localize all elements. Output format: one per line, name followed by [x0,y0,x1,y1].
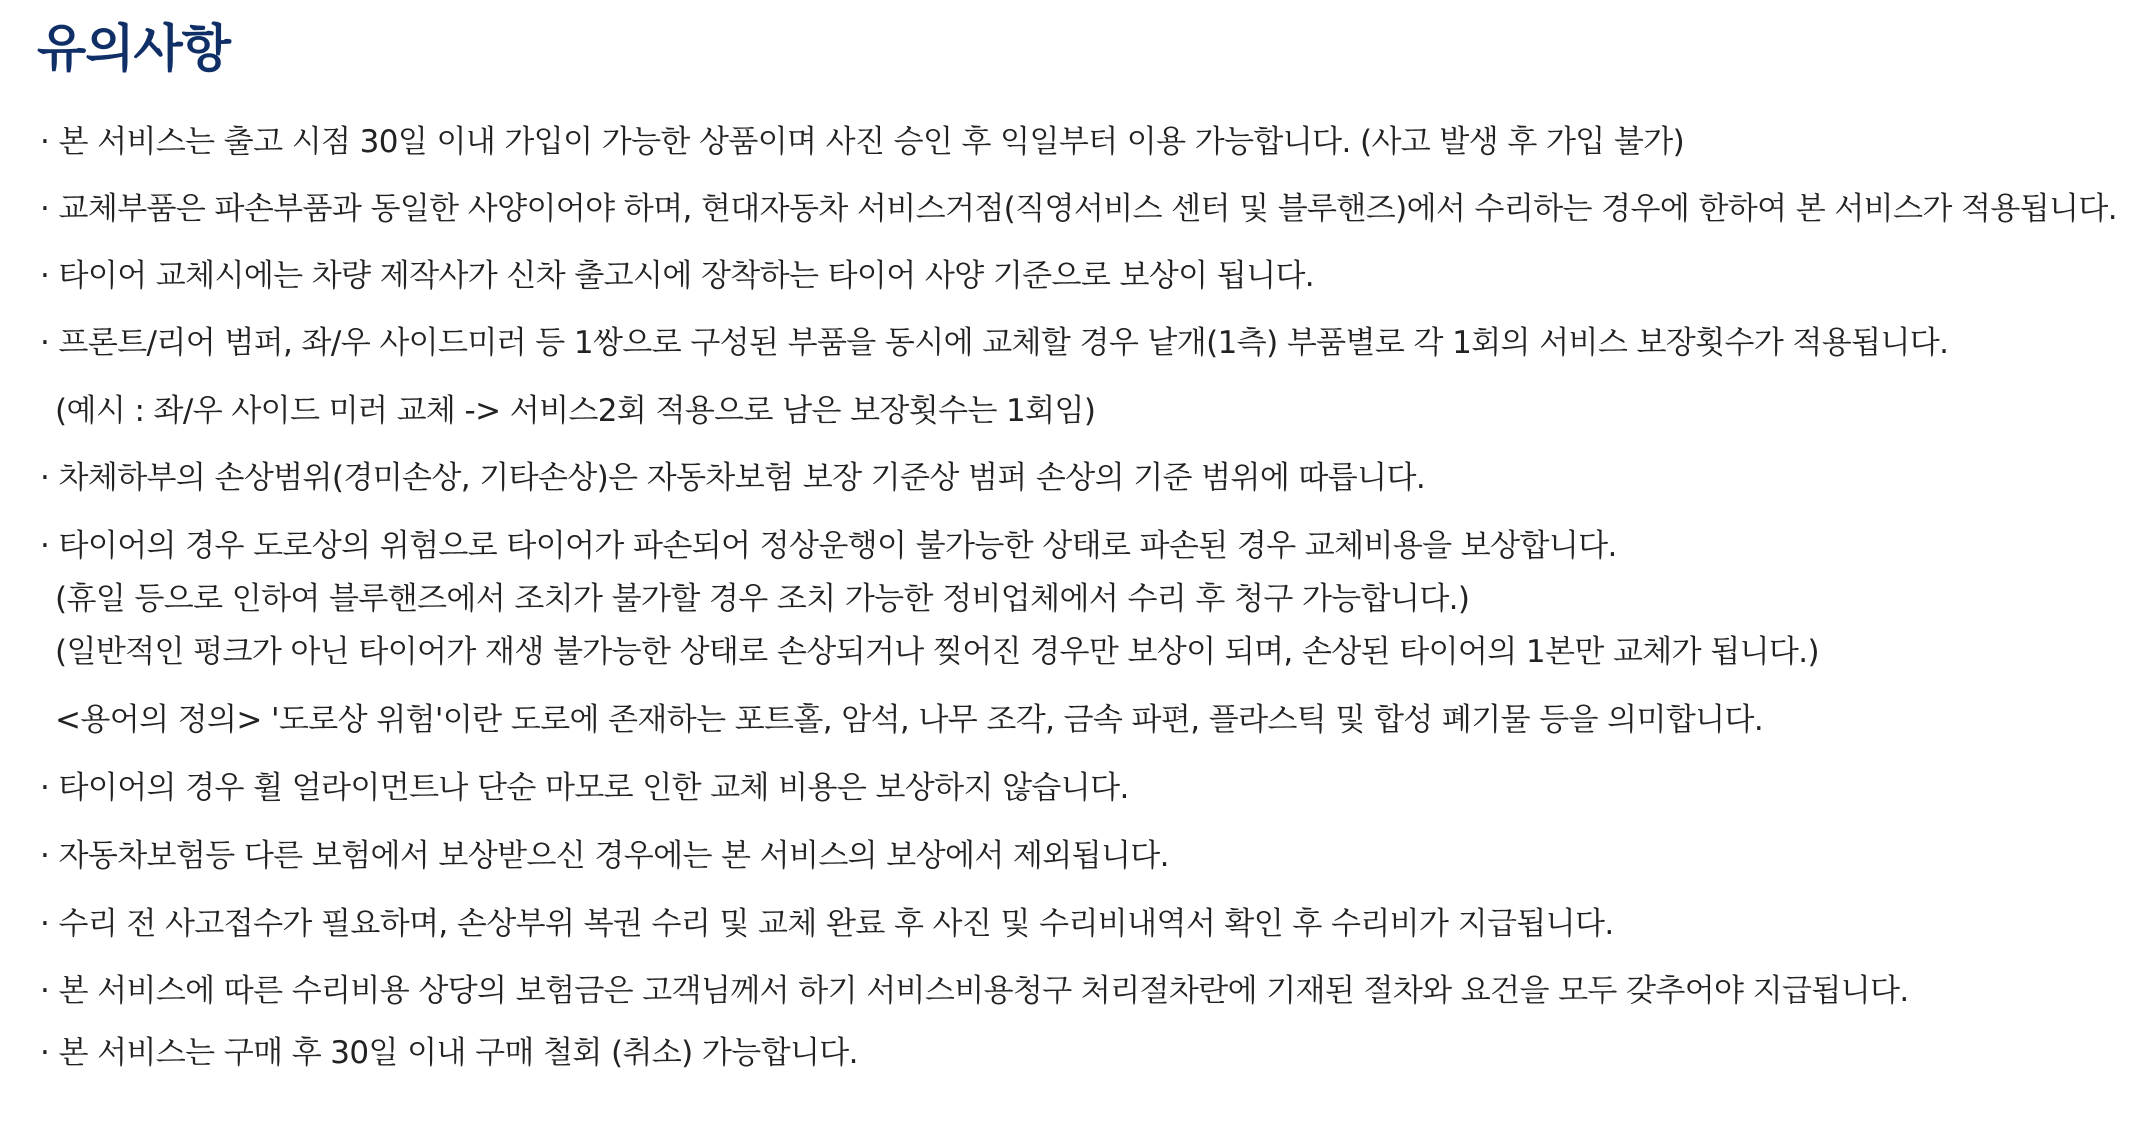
notice-item: · 타이어의 경우 휠 얼라이먼트나 단순 마모로 인한 교체 비용은 보상하지 않습니다. [40,770,1129,806]
notice-item-example: (예시 : 좌/우 사이드 미러 교체 -> 서비스2회 적용으로 남은 보장횟수는 1회임) [55,393,1096,429]
notice-item: · 자동차보험등 다른 보험에서 보상받으신 경우에는 본 서비스의 보상에서 제외됩니다. [40,838,1169,874]
notice-item-definition: <용어의 정의> '도로상 위험'이란 도로에 존재하는 포트홀, 암석, 나무 조각, 금속 파편, 플라스틱 및 합성 폐기물 등을 의미합니다. [55,702,1764,738]
notice-item: · 본 서비스는 출고 시점 30일 이내 가입이 가능한 상품이며 사진 승인 후 익일부터 이용 가능합니다. (사고 발생 후 가입 불가) [40,124,1685,160]
notice-item: · 프론트/리어 범퍼, 좌/우 사이드미러 등 1쌍으로 구성된 부품을 동시에 교체할 경우 낱개(1측) 부품별로 각 1회의 서비스 보장횟수가 적용됩니다. [40,325,1949,361]
notice-item: · 본 서비스는 구매 후 30일 이내 구매 철회 (취소) 가능합니다. [40,1035,858,1071]
notice-item: · 본 서비스에 따른 수리비용 상당의 보험금은 고객님께서 하기 서비스비용청구 처리절차란에 기재된 절차와 요건을 모두 갖추어야 지급됩니다. [40,973,1909,1009]
notice-title: 유의사항 [37,20,231,79]
notice-item: · 수리 전 사고접수가 필요하며, 손상부위 복권 수리 및 교체 완료 후 사진 및 수리비내역서 확인 후 수리비가 지급됩니다. [40,906,1614,942]
notice-item-note: (일반적인 펑크가 아닌 타이어가 재생 불가능한 상태로 손상되거나 찢어진 경우만 보상이 되며, 손상된 타이어의 1본만 교체가 됩니다.) [55,634,1820,670]
notice-item: · 교체부품은 파손부품과 동일한 사양이어야 하며, 현대자동차 서비스거점(직영서비스 센터 및 블루핸즈)에서 수리하는 경우에 한하여 본 서비스가 적용됩니다. [40,191,2117,227]
notice-item: · 타이어의 경우 도로상의 위험으로 타이어가 파손되어 정상운행이 불가능한 상태로 파손된 경우 교체비용을 보상합니다. [40,528,1617,564]
notice-item: · 타이어 교체시에는 차량 제작사가 신차 출고시에 장착하는 타이어 사양 기준으로 보상이 됩니다. [40,258,1315,294]
notice-item: · 차체하부의 손상범위(경미손상, 기타손상)은 자동차보험 보장 기준상 범퍼 손상의 기준 범위에 따릅니다. [40,460,1426,496]
notice-item-note: (휴일 등으로 인하여 블루핸즈에서 조치가 불가할 경우 조치 가능한 정비업체에서 수리 후 청구 가능합니다.) [55,581,1470,617]
